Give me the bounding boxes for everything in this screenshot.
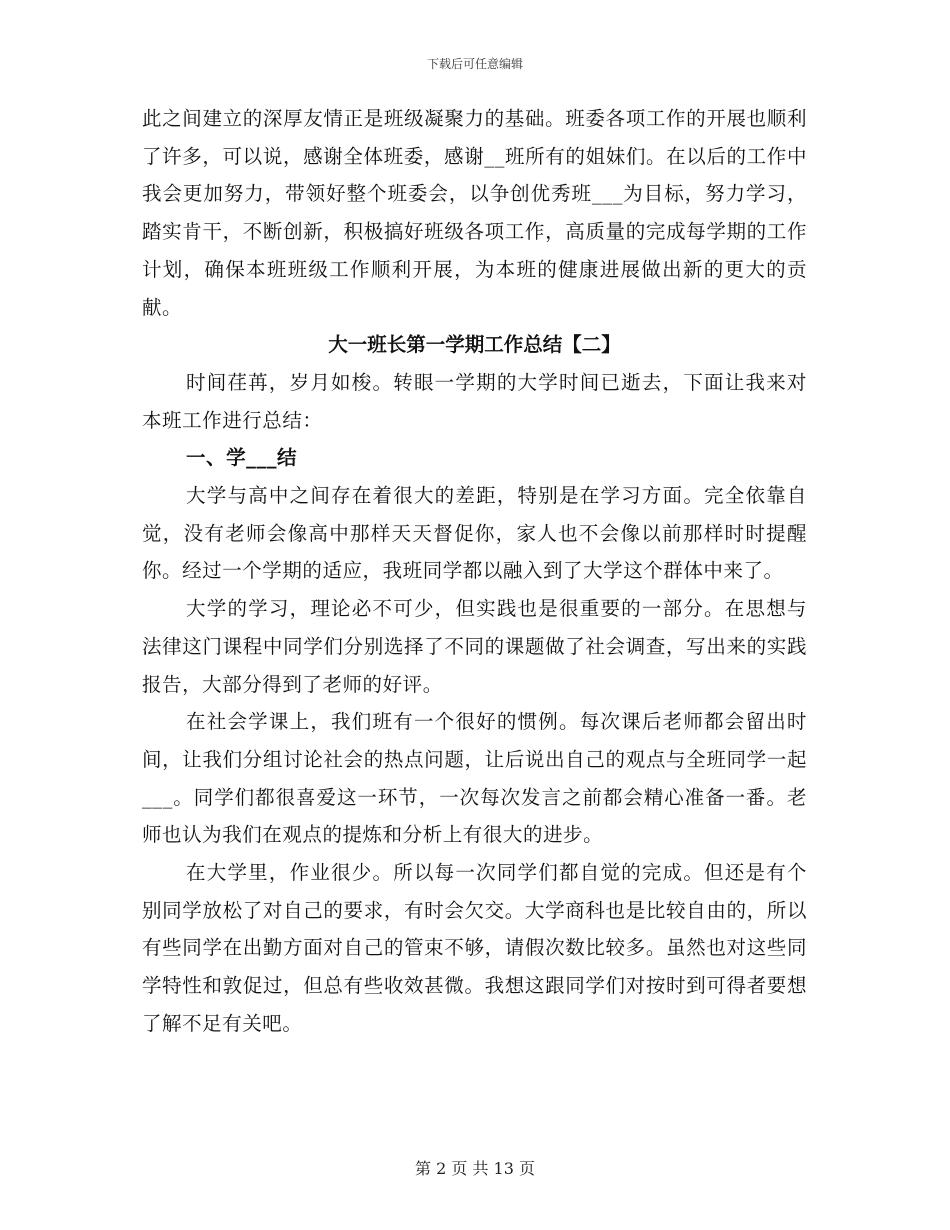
intro-paragraph: 时间荏苒，岁月如梭。转眼一学期的大学时间已逝去，下面让我来对本班工作进行总结： [142,370,807,432]
document-body [142,100,807,1043]
body-paragraph-1: 大学与高中之间存在着很大的差距，特别是在学习方面。完全依靠自觉，没有老师会像高中那样天天督促你，家人也不会像以前那样时时提醒你。经过一个学期的适应，我班同学都以融入到了大学这个群体中来了。 [142,484,807,583]
body-paragraph-2: 大学的学习，理论必不可少，但实践也是很重要的一部分。在思想与法律这门课程中同学们分别选择了不同的课题做了社会调查，写出来的实践报告，大部分得到了老师的好评。 [142,597,807,696]
continued-paragraph: 此之间建立的深厚友情正是班级凝聚力的基础。班委各项工作的开展也顺利了许多，可以说，感谢全体班委，感谢__班所有的姐妹们。在以后的工作中我会更加努力，带领好整个班委会，以争创优秀班___为目标，努力学习，踏实肯干，不断创新，积极搞好班级各项工作，高质量的完成每学期的工作计划，确保本班班级工作顺利开展，为本班的健康进展做出新的更大的贡献。 [142,107,807,319]
page-number: 第 2 页 共 13 页 [415,1159,535,1178]
page-header: 下载后可任意编辑 [426,57,523,71]
body-paragraph-3: 在社会学课上，我们班有一个很好的惯例。每次课后老师都会留出时间，让我们分组讨论社会的热点问题，让后说出自己的观点与全班同学一起___。同学们都很喜爱这一环节，一次每次发言之前都会精心准备一番。老师也认为我们在观点的提炼和分析上有很大的进步。 [142,710,807,847]
section-title: 大一班长第一学期工作总结【二】 [328,333,621,357]
section-heading: 一、学___结 [186,446,298,470]
body-paragraph-4: 在大学里，作业很少。所以每一次同学们都自觉的完成。但还是有个别同学放松了对自己的要求，有时会欠交。大学商科也是比较自由的，所以有些同学在出勤方面对自己的管束不够，请假次数比较多。虽然也对这些同学特性和敦促过，但总有些收效甚微。我想这跟同学们对按时到可得者要想了解不足有关吧。 [142,861,807,1035]
